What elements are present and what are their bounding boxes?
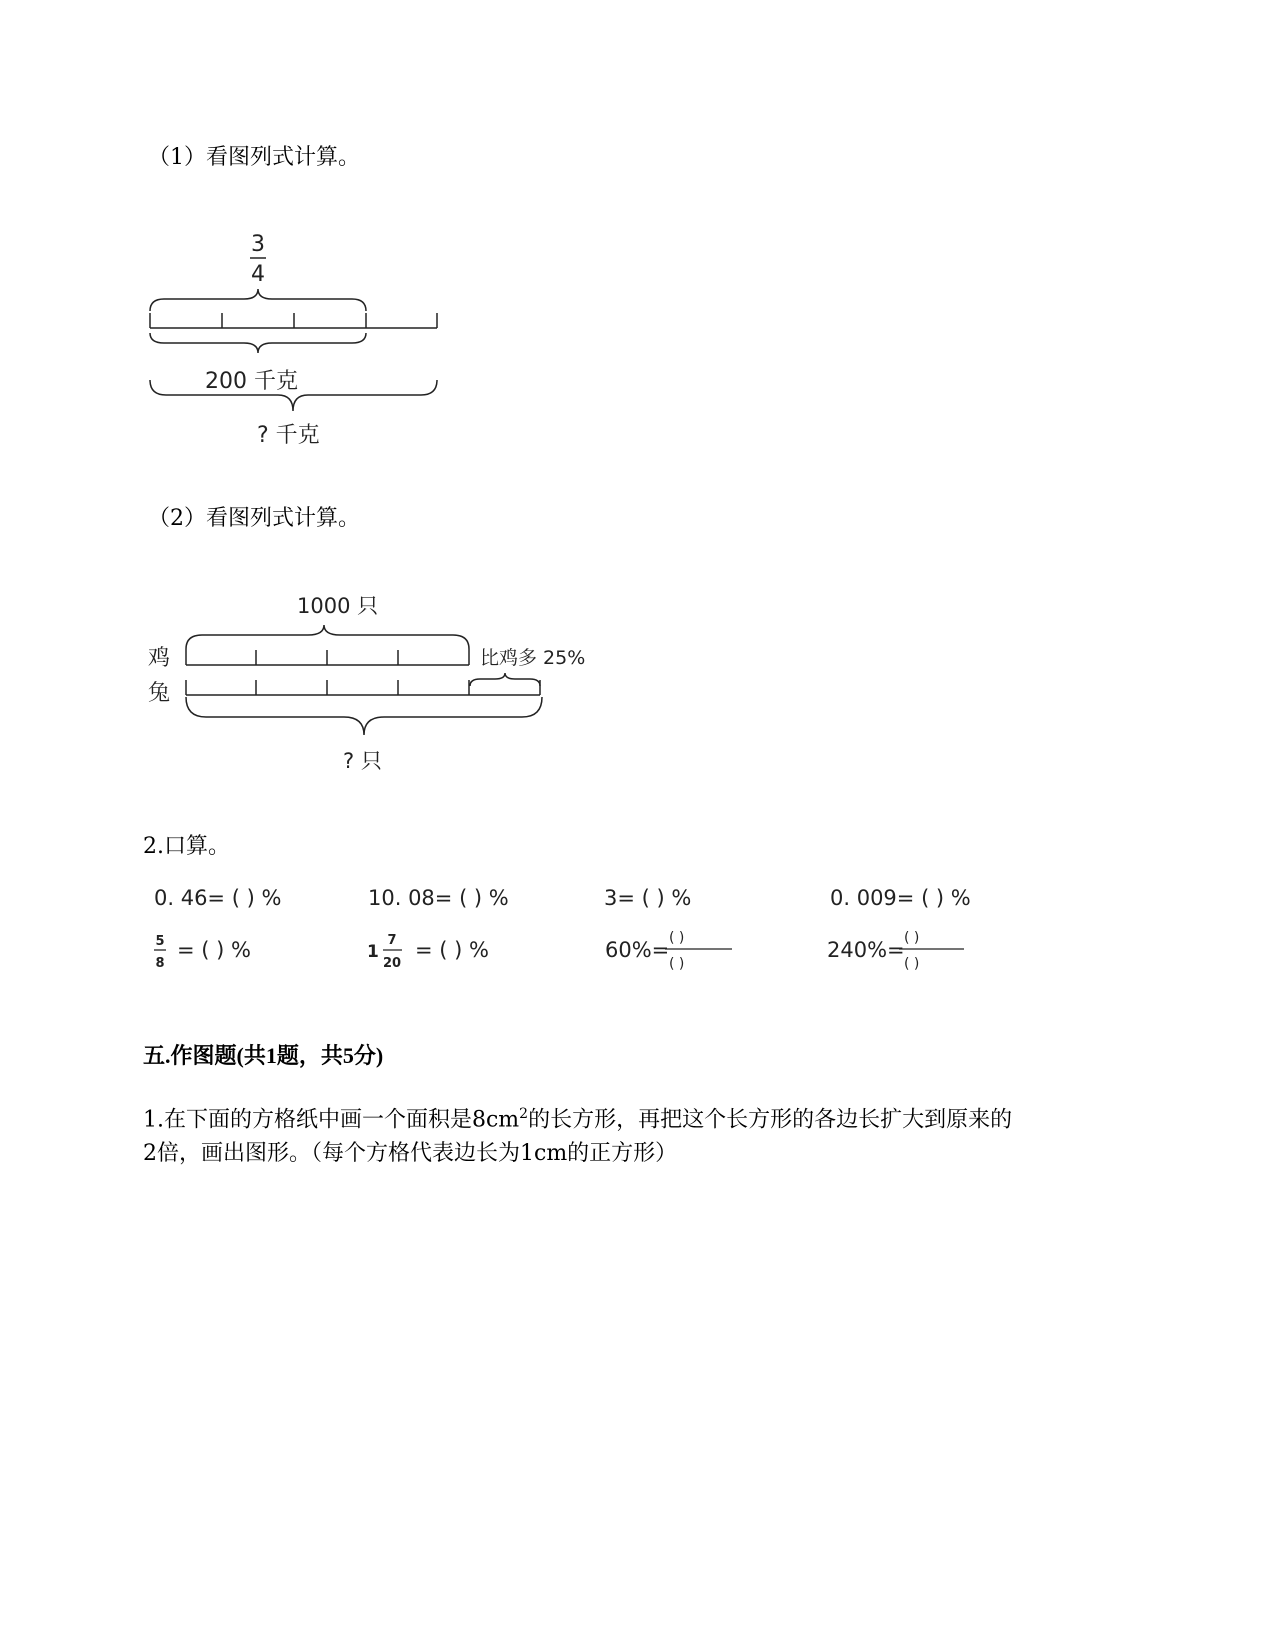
mental-item-2: 10. 08= ( ) % (368, 886, 509, 910)
mental-title: 2.口算。 (143, 834, 230, 859)
row2-label: 兔 (148, 681, 171, 706)
mental-item-5-rest: = ( ) % (177, 938, 251, 962)
part-brace (150, 333, 366, 353)
unknown-label: ? 只 (343, 749, 382, 773)
fraction-denominator: 4 (251, 262, 265, 287)
blank-denominator: ( ) (904, 956, 920, 972)
mental-item-3: 3= ( ) % (604, 886, 692, 910)
mixed-whole: 1 (367, 942, 379, 962)
mental-row-2 (150, 925, 1030, 977)
question-line-2: 2倍，画出图形。（每个方格代表边长为1cm的正方形） (143, 1141, 678, 1167)
question-1-title: （1）看图列式计算。 (148, 145, 360, 170)
more-label: 比鸡多 25% (480, 647, 586, 669)
mental-item-4: 0. 009= ( ) % (830, 886, 971, 910)
fraction-numerator: 3 (251, 232, 265, 257)
fraction-numerator: 7 (387, 933, 397, 948)
question-2-diagram (140, 585, 600, 785)
section-5-title: 五.作图题(共1题，共5分) (143, 1043, 384, 1068)
known-label: 200 千克 (205, 369, 298, 394)
fraction-denominator: 20 (382, 956, 402, 971)
total-brace (186, 697, 542, 735)
chicken-brace (186, 625, 469, 649)
mental-item-6-rest: = ( ) % (415, 938, 489, 962)
extra-brace (470, 673, 540, 686)
section-5-question (143, 1097, 1012, 1171)
question-1-diagram (140, 225, 460, 455)
row1-label: 鸡 (148, 646, 171, 671)
mental-item-1: 0. 46= ( ) % (154, 886, 282, 910)
blank-numerator: ( ) (904, 930, 920, 946)
unknown-label: ? 千克 (257, 423, 320, 448)
blank-denominator: ( ) (669, 956, 685, 972)
question-2-title: （2）看图列式计算。 (148, 506, 360, 531)
blank-numerator: ( ) (669, 930, 685, 946)
mental-item-8-lead: 240%= (827, 938, 905, 962)
question-line-1: 1.在下面的方格纸中画一个面积是$8cm^2$的长方形，再把这个长方形的各边长扩大到原来的 (143, 1106, 1013, 1133)
fraction-denominator: 8 (155, 956, 165, 971)
fraction-numerator: 5 (155, 934, 165, 949)
total-label: 1000 只 (297, 594, 379, 618)
top-brace (150, 289, 366, 311)
mental-item-7-lead: 60%= (605, 938, 670, 962)
